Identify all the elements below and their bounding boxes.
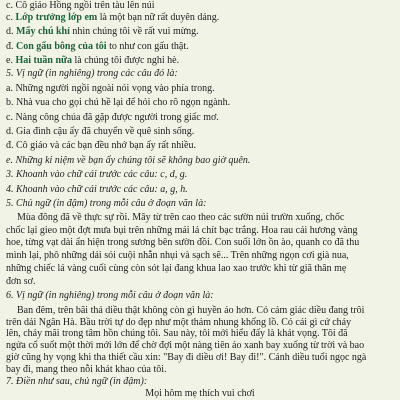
predicate: nhìn chúng tôi về rất vui mừng. — [72, 26, 199, 38]
question-title: 6. Vị ngữ (in nghiêng) trong mỗi câu ở đoạn văn là: — [6, 290, 214, 302]
item-prefix: d. — [6, 26, 14, 38]
question-title: 5. Vị ngữ (in nghiêng) trong các câu đó là: — [6, 68, 178, 80]
paragraph-line: bay đi, mang theo nỗi khát khao của tôi. — [6, 364, 167, 376]
answer-line: a. Những người ngồi ngoài nói vọng vào phía trong. — [6, 82, 215, 94]
predicate: là chúng tôi được nghỉ hè. — [74, 55, 180, 67]
paragraph-line: chốc lại gieo một đợt mưa bụi trên những mái lá chít bạc trắng. Hoa rau cải hương vàng — [6, 224, 358, 236]
question-title: 7. Điền như sau, chủ ngữ (in đậm): — [6, 376, 148, 388]
paragraph-line: Ban đêm, trên bãi thả diều thật không còn gì huyền ảo hơn. Có cảm giác diều đang trôi — [17, 304, 365, 316]
subject: Hai tuần nữa — [15, 55, 73, 67]
answer-line: d. Gia đình cậu ấy đã chuyển về quê sinh sống. — [6, 125, 195, 137]
text-line — [6, 55, 394, 67]
question-title: 4. Khoanh vào chữ cái trước các câu: a, g, h. — [6, 183, 188, 195]
item-prefix: e. — [6, 55, 13, 67]
answer-line: đ. Cô giáo và các bạn đều nhớ bạn ấy rất nhiều. — [6, 140, 196, 152]
question-title: 5. Chủ ngữ (in đậm) trong mỗi câu ở đoạn văn là: — [6, 198, 207, 210]
paragraph-line: giờ cũng hy vọng khi tha thiết cầu xin: "Bay đi diều ơi! Bay đi!". Cánh diều tuổi ngọc ngà — [6, 352, 367, 364]
item-prefix: đ. — [6, 40, 14, 52]
text-line — [6, 26, 394, 38]
paragraph-line: hoe, từng vạt dài ẩn hiện trong sương bên sườn đồi. Con suối lớn ồn ào, quanh co đã thu — [6, 237, 360, 249]
question-title: 3. Khoanh vào chữ cái trước các câu: c, d, g. — [6, 169, 188, 181]
predicate: là một bạn nữ rất duyên dáng. — [99, 11, 220, 23]
text-line — [6, 12, 394, 24]
paragraph-line: đơn sơ. — [6, 275, 36, 287]
answer-line: c. Nàng công chúa đã gặp được người trong giấc mơ. — [6, 111, 219, 123]
paragraph-line: mình lại, phô những dải sỏi cuội nhẵn nhụi và sạch sẽ... Trên những ngọn cơi già nua, — [6, 250, 349, 262]
item-prefix: c. — [6, 11, 13, 23]
paragraph-line: lên, cháy mãi trong tâm hồn chúng tôi. Sau này, tôi mới hiểu đấy là khát vọng. Tôi đã — [6, 328, 348, 340]
subject: Con gấu bông của tôi — [16, 40, 107, 52]
subject: Mấy chú khỉ — [16, 26, 70, 38]
answer-line: b. Nhà vua cho gọi chú hề lại để hỏi cho rõ ngọn ngành. — [6, 97, 231, 108]
subject: Lớp trưởng lớp em — [15, 11, 98, 23]
paragraph-line: những chiếc lá vàng cuối cùng còn sót lại đang khua lao xao trước khi từ giã thân mẹ — [6, 262, 347, 274]
predicate: to như con gấu thật. — [109, 40, 189, 52]
paragraph-line: Mùa đông đã về thực sự rồi. Mây từ trên cao theo các sườn núi trườn xuống, chốc — [17, 211, 345, 223]
answer-line: e. Những kỉ niệm về bạn ấy chúng tôi sẽ không bao giờ quên. — [6, 154, 251, 166]
text-line — [6, 41, 394, 53]
paragraph-line: ngửa cổ suốt một thời mới lớn để chờ đợi một nàng tiên áo xanh bay xuống từ trời và bao — [6, 340, 365, 352]
poem-line: Mọi hôm mẹ thích vui chơi — [145, 388, 255, 399]
text: c. Cô giáo Hồng ngồi trên tàu lên núi — [6, 0, 155, 11]
text-line — [6, 0, 394, 12]
paragraph-line: trên dải Ngân Hà. Bầu trời tự do đẹp như một thảm nhung khổng lồ. Có cái gì cứ cháy — [6, 316, 352, 328]
